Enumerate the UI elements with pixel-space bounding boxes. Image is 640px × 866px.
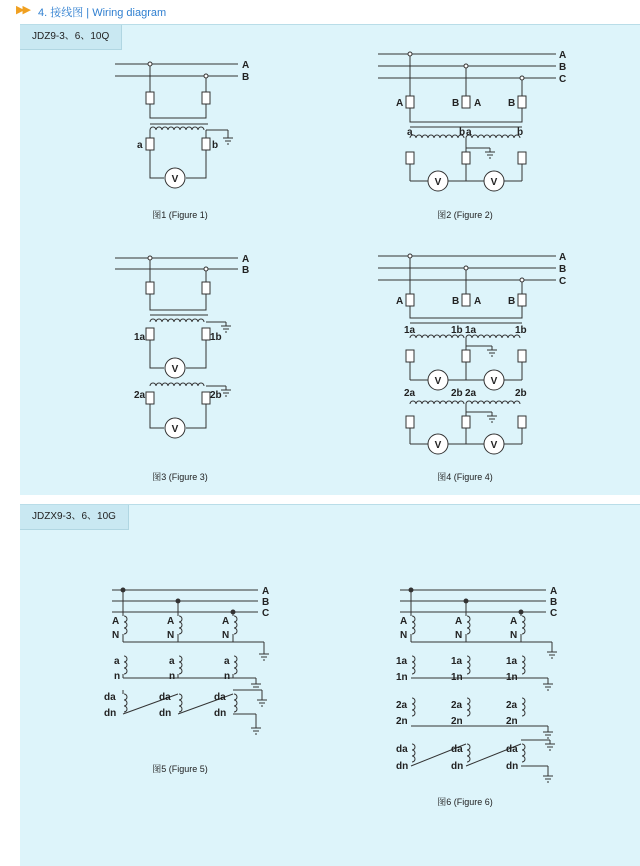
terminal-label: A <box>474 98 482 109</box>
terminal-label: 1b <box>515 325 527 336</box>
terminal-label: a <box>114 656 120 667</box>
terminal-label: N <box>400 630 408 641</box>
terminal-label: 1a <box>134 332 146 343</box>
terminal-label: 1n <box>506 672 518 683</box>
terminal-label: 2n <box>451 716 463 727</box>
terminal-label: A <box>400 616 408 627</box>
terminal-label: 2b <box>515 388 527 399</box>
terminal-label: B <box>452 296 460 307</box>
terminal-label: A <box>222 616 230 627</box>
terminal-label: 2a <box>396 700 408 711</box>
bus-label: A <box>242 60 250 71</box>
meter-v-f1: V <box>171 174 179 185</box>
terminal-label: 1b <box>210 332 222 343</box>
bus-label: A <box>242 254 250 265</box>
meter-v-f3a: V <box>171 364 179 375</box>
terminal-label: N <box>112 630 120 641</box>
model-tab-jdzx9: JDZX9-3、6、10G <box>20 505 129 530</box>
bus-label: C <box>559 276 567 287</box>
terminal-label: N <box>455 630 463 641</box>
section-title: 4. 接线图 | Wiring diagram <box>38 7 167 19</box>
model-tab-jdz9: JDZ9-3、6、10Q <box>20 25 122 50</box>
bus-label: B <box>559 264 567 275</box>
terminal-label: N <box>222 630 230 641</box>
meter-v-f2a: V <box>434 177 442 188</box>
bus-label: A <box>262 586 270 597</box>
terminal-label: 1a <box>465 325 477 336</box>
terminal-label: 2b <box>210 390 222 401</box>
terminal-label: 1n <box>451 672 463 683</box>
figure-caption: 图2 (Figure 2) <box>437 210 493 220</box>
terminal-label: 2a <box>134 390 146 401</box>
meter-v-f3b: V <box>171 424 179 435</box>
meter-v-f2b: V <box>490 177 498 188</box>
figure-caption: 图3 (Figure 3) <box>152 472 208 482</box>
terminal-label: a <box>169 656 175 667</box>
terminal-label: dn <box>451 761 464 772</box>
figure-caption: 图1 (Figure 1) <box>152 210 208 220</box>
terminal-label: da <box>214 692 226 703</box>
bus-label: C <box>550 608 558 619</box>
terminal-label: N <box>510 630 518 641</box>
terminal-label: A <box>112 616 120 627</box>
terminal-label: 1a <box>404 325 416 336</box>
double-arrow-icon: ▶▶ <box>16 4 29 16</box>
terminal-label: n <box>224 671 231 682</box>
terminal-label: n <box>114 671 121 682</box>
terminal-label: 1n <box>396 672 408 683</box>
meter-v-f4d: V <box>490 440 498 451</box>
terminal-label: N <box>167 630 175 641</box>
terminal-label: a <box>137 140 143 151</box>
terminal-label: b <box>459 127 466 138</box>
terminal-label: da <box>506 744 518 755</box>
terminal-label: dn <box>214 708 227 719</box>
figure-caption: 图6 (Figure 6) <box>437 797 493 807</box>
bus-label: B <box>262 597 270 608</box>
terminal-label: 1a <box>451 656 463 667</box>
terminal-label: n <box>169 671 176 682</box>
bus-label: B <box>559 62 567 73</box>
terminal-label: B <box>508 296 516 307</box>
terminal-label: a <box>466 127 472 138</box>
terminal-label: 2b <box>451 388 463 399</box>
figure-caption: 图5 (Figure 5) <box>152 764 208 774</box>
meter-v-f4a: V <box>434 376 442 387</box>
terminal-label: da <box>396 744 408 755</box>
bus-label: B <box>242 265 250 276</box>
meter-v-f4b: V <box>490 376 498 387</box>
meter-v-f4c: V <box>434 440 442 451</box>
terminal-label: da <box>159 692 171 703</box>
figure-caption: 图4 (Figure 4) <box>437 472 493 482</box>
terminal-label: a <box>407 127 413 138</box>
bus-label: B <box>550 597 558 608</box>
terminal-label: 2n <box>396 716 408 727</box>
terminal-label: 1b <box>451 325 463 336</box>
terminal-label: a <box>224 656 230 667</box>
terminal-label: B <box>452 98 460 109</box>
terminal-label: 1a <box>506 656 518 667</box>
terminal-label: da <box>104 692 116 703</box>
terminal-label: 2a <box>506 700 518 711</box>
terminal-label: dn <box>104 708 117 719</box>
terminal-label: B <box>508 98 516 109</box>
terminal-label: 1a <box>396 656 408 667</box>
terminal-label: b <box>212 140 219 151</box>
bus-label: A <box>550 586 558 597</box>
terminal-label: A <box>396 296 404 307</box>
terminal-label: 2a <box>404 388 416 399</box>
terminal-label: A <box>474 296 482 307</box>
terminal-label: 2a <box>465 388 477 399</box>
bus-label: B <box>242 72 250 83</box>
terminal-label: dn <box>396 761 409 772</box>
terminal-label: A <box>510 616 518 627</box>
bus-label: C <box>559 74 567 85</box>
terminal-label: A <box>167 616 175 627</box>
terminal-label: A <box>455 616 463 627</box>
bus-label: A <box>559 252 567 263</box>
terminal-label: dn <box>159 708 172 719</box>
terminal-label: da <box>451 744 463 755</box>
terminal-label: 2a <box>451 700 463 711</box>
terminal-label: 2n <box>506 716 518 727</box>
bus-label: A <box>559 50 567 61</box>
terminal-label: A <box>396 98 404 109</box>
terminal-label: b <box>517 127 524 138</box>
bus-label: C <box>262 608 270 619</box>
terminal-label: dn <box>506 761 519 772</box>
